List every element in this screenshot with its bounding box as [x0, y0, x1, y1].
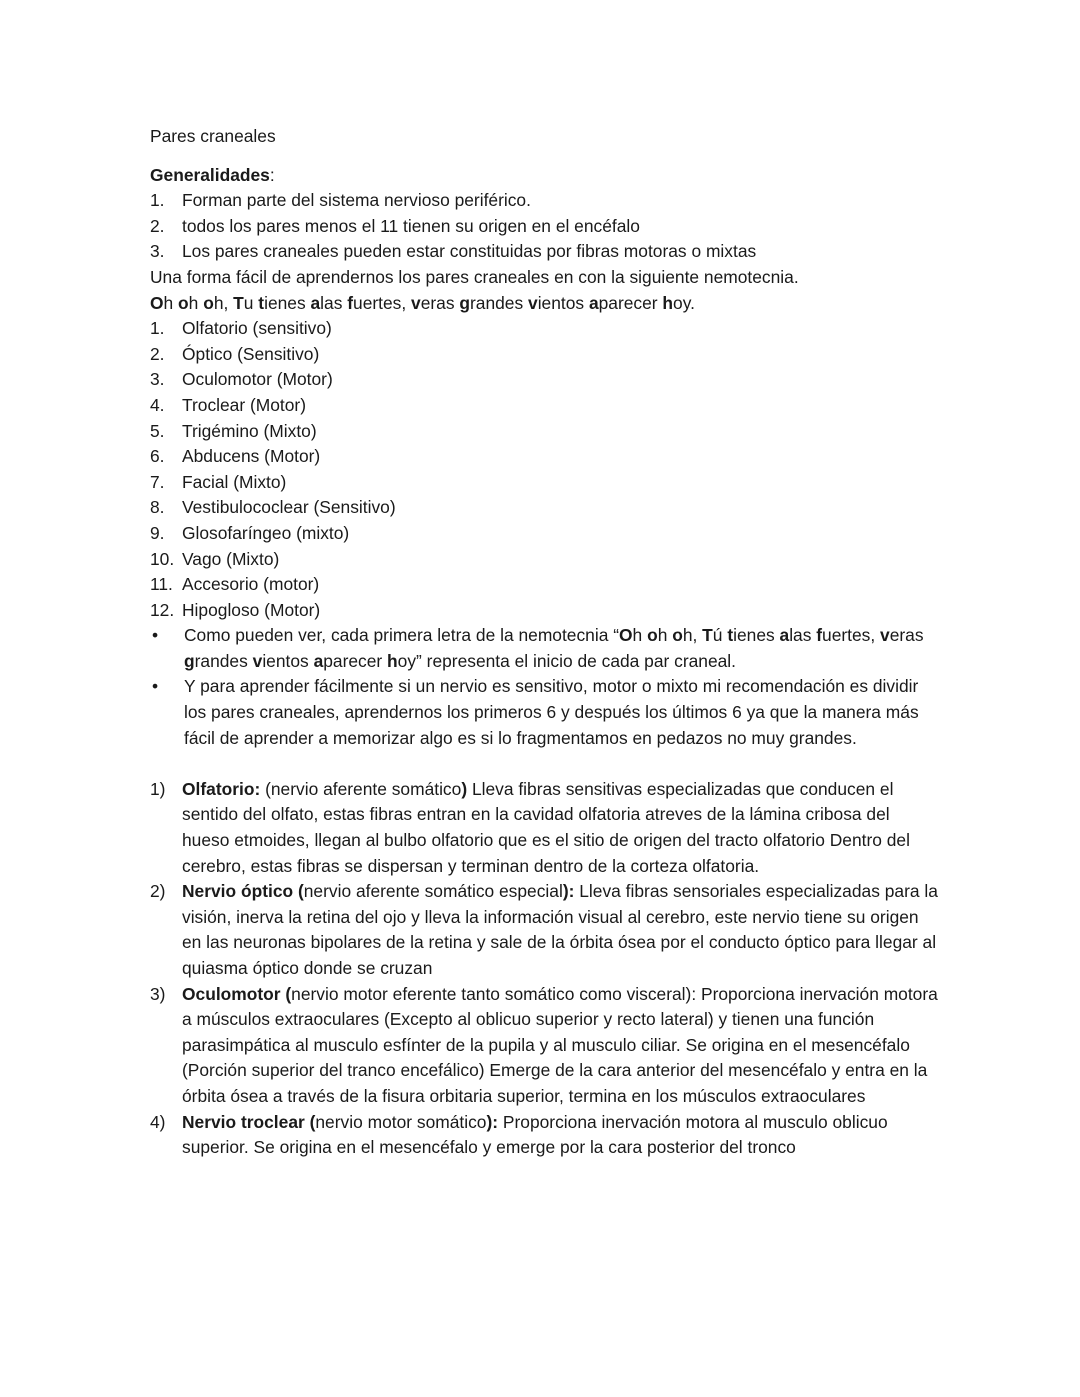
- list-item-text: [182, 879, 940, 981]
- list-item-text: [182, 367, 940, 393]
- list-number: 7.: [150, 471, 165, 492]
- list-item-text: [182, 521, 940, 547]
- list-item: [150, 188, 940, 214]
- list-number: 3.: [150, 241, 165, 262]
- list-item-text: [182, 444, 940, 470]
- bold-text: O: [150, 292, 164, 313]
- bold-text: T: [233, 292, 244, 313]
- text-segment: randes: [470, 292, 529, 313]
- text-segment: (nervio aferente somático: [260, 778, 462, 799]
- list-number: 2): [150, 881, 166, 902]
- bold-text: Generalidades: [150, 164, 270, 185]
- text-segment: Lleva fibras sensitivas especializadas que conducen el sentido del olfato, estas fibras entran en la cavidad olfatoria atreves de la lámina cribosa del hueso etmoides, llegan al bulbo olfatorio que es el sitio de origen del tracto olfatorio Dentro del cerebro, estas fibras se dispersan y terminan dentro de la corteza olfatoria.: [182, 778, 910, 876]
- bold-text: v: [528, 292, 538, 313]
- list-number: 2.: [150, 343, 165, 364]
- text-segment: todos los pares menos el 11 tienen su origen en el encéfalo: [182, 215, 640, 236]
- bold-text: Nervio troclear (: [182, 1111, 316, 1132]
- list-item: [150, 419, 940, 445]
- text-segment: oy” representa el inicio de cada par craneal.: [397, 650, 737, 671]
- list-item: [150, 393, 940, 419]
- text-segment: parecer: [598, 292, 663, 313]
- text-segment: ienes: [264, 292, 311, 313]
- text-segment: h: [632, 625, 648, 646]
- bold-text: Nervio óptico (: [182, 881, 304, 902]
- bullet-marker: •: [152, 676, 159, 697]
- intro-text: [150, 265, 940, 291]
- bold-text: Olfatorio:: [182, 778, 261, 799]
- list-item-text: [182, 316, 940, 342]
- bold-text: O: [619, 625, 633, 646]
- text-segment: Troclear (Motor): [182, 394, 307, 415]
- document-title: Pares craneales: [150, 126, 276, 146]
- text-segment: Vago (Mixto): [182, 548, 280, 569]
- bullet-list: [150, 623, 940, 751]
- bold-text: h: [387, 650, 398, 671]
- text-segment: ientos: [262, 650, 314, 671]
- bold-text: a: [779, 625, 790, 646]
- text-segment: uertes,: [822, 625, 881, 646]
- list-item: [150, 444, 940, 470]
- bold-text: ): [461, 778, 468, 799]
- text-segment: h,: [682, 625, 703, 646]
- list-item-text: [182, 495, 940, 521]
- bold-text: g: [184, 650, 195, 671]
- text-segment: Trigémino (Mixto): [182, 420, 317, 441]
- bold-text: o: [647, 625, 658, 646]
- bold-text: g: [459, 292, 470, 313]
- list-item: [150, 214, 940, 240]
- text-segment: Como pueden ver, cada primera letra de la nemotecnia “: [184, 625, 620, 646]
- list-number: 11.: [150, 574, 173, 595]
- list-number: 1): [150, 778, 166, 799]
- list-item-text: [182, 547, 940, 573]
- spacer: [150, 751, 940, 777]
- bold-text: o: [203, 292, 214, 313]
- text-segment: las: [320, 292, 348, 313]
- text-segment: Accesorio (motor): [182, 574, 320, 595]
- list-item: [150, 547, 940, 573]
- text-segment: Forman parte del sistema nervioso periférico.: [182, 190, 531, 211]
- list-item: [150, 495, 940, 521]
- text-segment: u: [243, 292, 259, 313]
- text-segment: ientos: [537, 292, 589, 313]
- text-segment: Óptico (Sensitivo): [182, 343, 320, 364]
- text-segment: nervio motor eferente tanto somático como visceral): Proporciona inervación motora a músculos extraoculares (Excepto al oblicuo superior y recto lateral) y tienen una función parasimpática al musculo esfínter de la pupila y al musculo ciliar. Se origina en el mesencéfalo (Porción superior del tranco encefálico) Emerge de la cara anterior del mesencéfalo y entra en la órbita ósea a través de la fisura orbitaria superior, termina en los músculos extraoculares: [182, 983, 938, 1106]
- text-segment: nervio aferente somático especial: [303, 881, 563, 902]
- list-number: 10.: [150, 548, 175, 569]
- text-segment: h,: [213, 292, 234, 313]
- general-list: [150, 188, 940, 265]
- list-item: [150, 879, 940, 981]
- document-page: [150, 124, 940, 1161]
- list-number: 3.: [150, 369, 165, 390]
- bold-text: Oculomotor (: [182, 983, 292, 1004]
- list-item-text: [182, 777, 940, 879]
- text-segment: ienes: [733, 625, 780, 646]
- list-item: [150, 674, 940, 751]
- bold-text: ):: [562, 881, 575, 902]
- text-segment: eras: [889, 625, 924, 646]
- list-item: [150, 316, 940, 342]
- bold-text: o: [178, 292, 189, 313]
- list-number: 3): [150, 983, 166, 1004]
- list-item: [150, 239, 940, 265]
- list-number: 12.: [150, 599, 175, 620]
- text-segment: Lleva fibras sensoriales especializadas para la visión, inerva la retina del ojo y lleva la información visual al cerebro, este nervio tiene su origen en las neuronas bipolares de la retina y sale de la órbita ósea por el conducto óptico para llegar al quiasma óptico donde se cruzan: [182, 881, 938, 978]
- text-segment: oy.: [673, 292, 695, 313]
- list-item-text: [182, 342, 940, 368]
- text-segment: ú: [712, 625, 728, 646]
- text-segment: Facial (Mixto): [182, 471, 287, 492]
- list-item-text: [184, 674, 940, 751]
- list-number: 8.: [150, 497, 165, 518]
- text-segment: uertes,: [353, 292, 412, 313]
- text-segment: Y para aprender fácilmente si un nervio es sensitivo, motor o mixto mi recomendación es dividir los pares craneales, aprendernos los primeros 6 y después los últimos 6 ya que la manera más fácil de aprender a memorizar algo es si lo fragmentamos en pedazos no muy grandes.: [184, 676, 919, 748]
- list-item: [150, 367, 940, 393]
- list-item-text: [182, 470, 940, 496]
- text-segment: Glosofaríngeo (mixto): [182, 522, 350, 543]
- bold-text: T: [702, 625, 713, 646]
- list-number: 4): [150, 1111, 166, 1132]
- text-segment: Abducens (Motor): [182, 446, 321, 467]
- list-item-text: [182, 214, 940, 240]
- text-segment: Oculomotor (Motor): [182, 369, 333, 390]
- bold-text: f: [347, 292, 354, 313]
- list-number: 2.: [150, 215, 165, 236]
- pairs-list: [150, 316, 940, 623]
- text-segment: Una forma fácil de aprendernos los pares craneales en con la siguiente nemotecnia.: [150, 266, 799, 287]
- list-item-text: [182, 393, 940, 419]
- list-item-text: [182, 572, 940, 598]
- bold-text: v: [880, 625, 890, 646]
- bold-text: t: [258, 292, 265, 313]
- list-number: 6.: [150, 446, 165, 467]
- bold-text: f: [816, 625, 823, 646]
- list-number: 1.: [150, 190, 165, 211]
- bold-text: o: [672, 625, 683, 646]
- text-segment: h: [657, 625, 673, 646]
- list-item: [150, 470, 940, 496]
- list-item: [150, 521, 940, 547]
- list-item-text: [184, 623, 940, 674]
- text-segment: nervio motor somático: [315, 1111, 487, 1132]
- text-segment: Hipogloso (Motor): [182, 599, 321, 620]
- bold-text: a: [310, 292, 321, 313]
- text-segment: Vestibulococlear (Sensitivo): [182, 497, 396, 518]
- text-segment: eras: [420, 292, 460, 313]
- bold-text: a: [588, 292, 599, 313]
- text-segment: las: [789, 625, 817, 646]
- text-segment: parecer: [323, 650, 388, 671]
- list-item: [150, 623, 940, 674]
- mnemonic-text: [150, 291, 940, 317]
- bold-text: t: [727, 625, 734, 646]
- list-item-text: [182, 188, 940, 214]
- list-item: [150, 342, 940, 368]
- list-item: [150, 572, 940, 598]
- bullet-marker: •: [152, 625, 159, 646]
- list-item: [150, 1110, 940, 1161]
- list-item-text: [182, 598, 940, 624]
- list-item: [150, 982, 940, 1110]
- list-item: [150, 777, 940, 879]
- bold-text: ):: [486, 1111, 499, 1132]
- text-segment: h: [163, 292, 179, 313]
- text-segment: :: [269, 164, 275, 185]
- list-item-text: [182, 982, 940, 1110]
- text-segment: h: [188, 292, 204, 313]
- text-segment: Olfatorio (sensitivo): [182, 318, 332, 339]
- list-number: 1.: [150, 318, 165, 339]
- list-item-text: [182, 1110, 940, 1161]
- text-segment: randes: [194, 650, 253, 671]
- text-segment: Proporciona inervación motora al musculo oblicuo superior. Se origina en el mesencéfalo y emerge por la cara posterior del tronco: [182, 1111, 888, 1158]
- list-item: [150, 598, 940, 624]
- list-number: 4.: [150, 394, 165, 415]
- bold-text: h: [662, 292, 674, 313]
- list-number: 9.: [150, 522, 165, 543]
- generalidades-heading: [150, 163, 940, 189]
- list-number: 5.: [150, 420, 165, 441]
- bold-text: a: [313, 650, 324, 671]
- bold-text: v: [252, 650, 263, 671]
- bold-text: v: [411, 292, 421, 313]
- nerves-list: [150, 777, 940, 1161]
- text-segment: Los pares craneales pueden estar constituidas por fibras motoras o mixtas: [182, 241, 757, 262]
- list-item-text: [182, 239, 940, 265]
- list-item-text: [182, 419, 940, 445]
